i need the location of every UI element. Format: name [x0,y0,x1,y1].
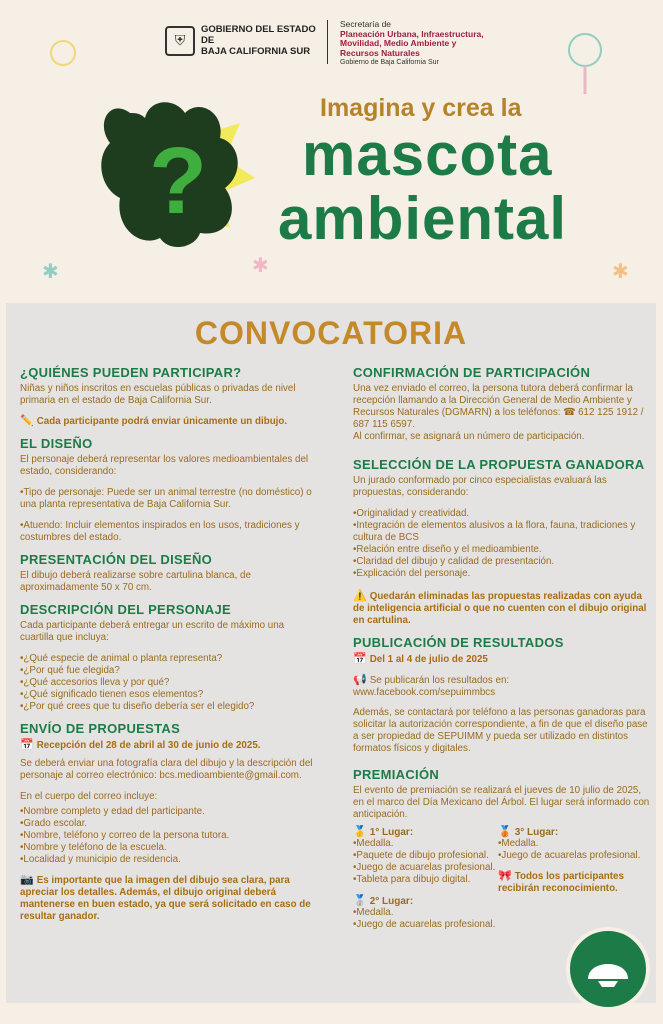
section-who [20,365,320,428]
svg-text:✱: ✱ [42,261,59,282]
prize-list [498,838,648,862]
note-text: Quedarán eliminadas las propuestas realizadas con ayuda de inteligencia artificial o que no cuenten con el dibujo original en cartulina. [353,591,647,626]
sun-doodle-icon [40,30,86,76]
medal-icon: 🥇 [353,826,367,838]
section-text: Niñas y niños inscritos en escuelas públicas o privadas de nivel primaria en el estado de Baja California Sur. [20,383,296,406]
prize-label: 2° Lugar: [369,896,414,907]
section-results [353,635,653,755]
list-item: •Paquete de dibujo profesional. [353,850,489,861]
prize-list [353,907,498,931]
list-item: •¿Por qué fue elegida? [20,665,120,676]
sec-name-1: Planeación Urbana, Infraestructura, [340,28,484,39]
section-submission [20,721,320,923]
section-title: ¿QUIÉNES PUEDEN PARTICIPAR? [20,365,242,380]
section-text: El evento de premiación se realizará el jueves de 10 julio de 2025, en el marco del Día Mexicano del Árbol. El lugar será informado con anticipación. [353,785,650,820]
list-item: •Nombre completo y edad del participante. [20,806,205,817]
list-item: •¿Por qué crees que tu diseño debería ser el elegido? [20,701,255,712]
section-text: Se deberá enviar una fotografía clara del dibujo y la descripción del personaje al correo electrónico: bcs.medioambiente@gmail.com. [20,758,313,781]
megaphone-icon: 📢 [353,674,367,686]
calendar-icon: 📅 [353,653,367,665]
prize-label: 1° Lugar: [369,827,414,838]
flower-doodle-icon [610,258,634,282]
camera-icon: 📷 [20,874,34,886]
gov-line1: GOBIERNO DEL ESTADO DE [201,24,316,46]
svg-text:✱: ✱ [612,261,629,282]
flower-doodle-icon [250,252,274,276]
sec-name-2: Movilidad, Medio Ambiente y [340,38,457,48]
list-item: •Medalla. [353,907,394,918]
mascot-silhouette-icon [90,88,260,258]
pub-text: Se publicarán los resultados en: www.facebook.com/sepuimmbcs [353,675,510,698]
list-item: •Localidad y municipio de residencia. [20,854,181,865]
pencil-icon: ✏️ [20,415,34,427]
list-item: •Integración de elementos alusivos a la flora, fauna, tradiciones y cultura de BCS [353,520,636,543]
section-text: Cada participante deberá entregar un escrito de máximo una cuartilla que incluya: [20,620,285,643]
header [0,0,663,300]
section-title: ENVÍO DE PROPUESTAS [20,721,181,736]
section-title: EL DISEÑO [20,436,93,451]
list-item: •Originalidad y creatividad. [353,508,470,519]
section-text: Un jurado conformado por cinco especialistas evaluará las propuestas, considerando: [353,475,607,498]
list-item: •Nombre y teléfono de la escuela. [20,842,167,853]
section-title: PUBLICACIÓN DE RESULTADOS [353,635,564,650]
prizes [353,825,653,931]
list-item: •Juego de acuarelas profesional. [353,919,496,930]
section-design [20,436,320,544]
list-item: •¿Qué especie de animal o planta representa? [20,653,223,664]
section-title: SELECCIÓN DE LA PROPUESTA GANADORA [353,457,645,472]
list-item: •¿Qué accesorios lleva y por qué? [20,677,170,688]
list-item: •Juego de acuarelas profesional. [498,850,641,861]
section-selection [353,457,653,627]
section-title: PRESENTACIÓN DEL DISEÑO [20,552,213,567]
section-text: En el cuerpo del correo incluye: [20,791,158,802]
section-text: Al confirmar, se asignará un número de participación. [353,431,585,442]
list-item: •Tipo de personaje: Puede ser un animal terrestre (no doméstico) o una planta representativa de Baja California Sur. [20,487,312,510]
prize-list [353,838,498,886]
note-text: Cada participante podrá enviar únicamente un dibujo. [36,416,288,427]
section-confirmation [353,365,653,443]
medal-icon: 🥉 [498,826,512,838]
section-text: Además, se contactará por teléfono a las personas ganadoras para solicitar la autorización correspondiente, a fin de que el diseño pase a ser propiedad de SEPUIMM y pueda ser utilizado en distintos formatos físicos y digitales. [353,707,648,754]
sec-gov: Gobierno de Baja California Sur [340,59,439,66]
section-character [20,602,320,713]
title-mascota: mascota [302,121,553,188]
date-text: Recepción del 28 de abril al 30 de junio de 2025. [36,740,261,751]
note-text: Es importante que la imagen del dibujo sea clara, para apreciar los detalles. Además, el dibujo original deberá mantenerse en buen estado, ya que será solicitado en caso de resultar ganador. [20,875,311,922]
flower-doodle-icon [40,258,64,282]
note-text: Todos los participantes recibirán reconocimiento. [498,871,624,894]
date-text: Del 1 al 4 de julio de 2025 [369,654,488,665]
svg-text:?: ? [148,128,208,234]
list-item: •Grado escolar. [20,818,88,829]
header-divider [327,20,328,64]
warning-icon: ⚠️ [353,590,367,602]
gov-line2: BAJA CALIFORNIA SUR [201,46,311,57]
criteria-list [353,508,653,580]
prize-label: 3° Lugar: [514,827,559,838]
calendar-icon: 📅 [20,739,34,751]
state-crest-icon: ⛨ [165,26,195,56]
title-ambiental: ambiental [278,185,568,252]
section-awards [353,767,653,931]
tree-doodle-icon [555,28,615,98]
medal-icon: 🥈 [353,895,367,907]
left-column [20,365,320,931]
content-box [6,303,656,1003]
list-item: •Tableta para dibujo digital. [353,874,471,885]
svg-text:✱: ✱ [252,255,269,276]
sec-label: Secretaría de [340,19,392,29]
section-title: PREMIACIÓN [353,767,440,782]
ribbon-icon: 🎀 [498,870,512,882]
list-item: •¿Qué significado tienen esos elementos? [20,689,204,700]
section-text: El personaje deberá representar los valores medioambientales del estado, considerando: [20,454,309,477]
list-item: •Nombre, teléfono y correo de la persona tutora. [20,830,230,841]
section-title: DESCRIPCIÓN DEL PERSONAJE [20,602,231,617]
right-column [353,365,653,939]
section-presentation [20,552,320,594]
list-item: •Relación entre diseño y el medioambiente. [353,544,542,555]
email-list [20,806,320,866]
sec-name-3: Recursos Naturales [340,47,420,58]
list-item: •Explicación del personaje. [353,568,471,579]
list-item: •Medalla. [353,838,394,849]
section-title: CONFIRMACIÓN DE PARTICIPACIÓN [353,365,591,380]
section-text: Una vez enviado el correo, la persona tutora deberá confirmar la recepción llamando a la Dirección General de Medio Ambiente y Recursos Naturales (DGMARN) a los teléfonos: ☎ 612 125 1912 / 687 115 6597. [353,383,644,430]
shell-logo-icon [566,927,650,1011]
government-logo [165,24,321,57]
list-item: •Claridad del dibujo y calidad de presentación. [353,556,555,567]
title-small: Imagina y crea la [320,94,522,122]
list-item: •Atuendo: Incluir elementos inspirados en los usos, tradiciones y costumbres del estado. [20,520,300,543]
list-item: •Medalla. [498,838,539,849]
list-item: •Juego de acuarelas profesional. [353,862,496,873]
character-list [20,653,320,713]
convocatoria-title: CONVOCATORIA [194,315,468,351]
secretariat-logo [340,20,510,68]
section-text: El dibujo deberá realizarse sobre cartulina blanca, de aproximadamente 50 x 70 cm. [20,570,251,593]
